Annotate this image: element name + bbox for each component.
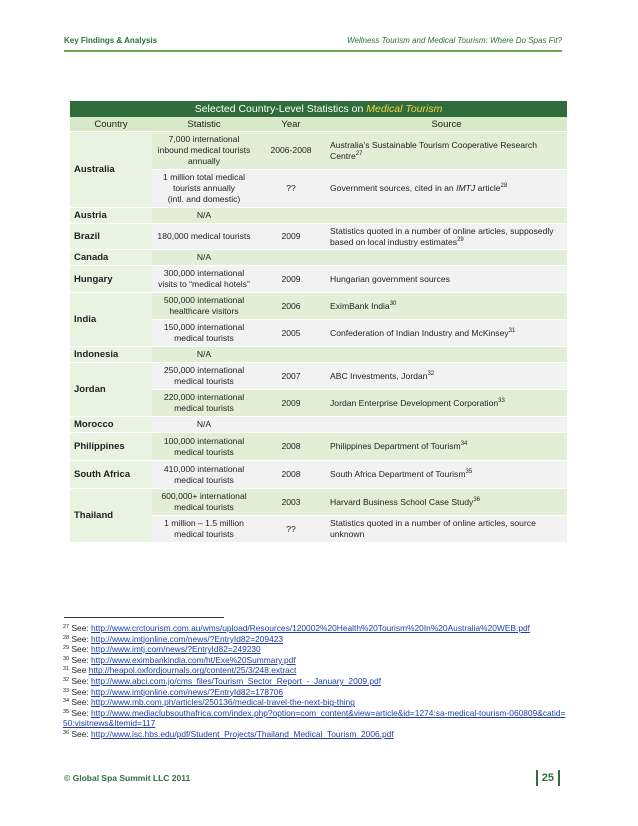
page-number-box <box>532 770 564 786</box>
table-title-emphasis: Medical Tourism <box>366 102 443 115</box>
year-cell: 2009 <box>256 390 326 417</box>
table-row <box>70 266 567 293</box>
header-divider <box>64 50 562 52</box>
footnote-ref[interactable]: 32 <box>427 370 435 377</box>
country-statistics-table <box>70 101 567 543</box>
footnote-link[interactable]: http://www.isc.hbs.edu/pdf/Student_Projects/Thailand_Medical_Tourism_2006.pdf <box>91 728 394 739</box>
source-cell: Jordan Enterprise Development Corporation$^{33}$ <box>326 390 567 417</box>
statistic-cell: 100,000 international medical tourists <box>152 433 256 461</box>
footnote-ref[interactable]: 29 <box>457 236 464 243</box>
footnote-link[interactable]: http://www.eximbankindia.com/ht/Exe%20Summary.pdf <box>91 654 296 665</box>
table-row <box>70 132 567 170</box>
footnote-ref[interactable]: 31 <box>508 327 516 334</box>
table-row <box>70 363 567 390</box>
page-header <box>64 36 562 50</box>
footnote-link[interactable]: http://www.imtj.com/news/?EntryId82=249230 <box>91 644 261 655</box>
statistic-cell: 600,000+ international medical tourists <box>152 489 256 516</box>
footnote-link[interactable]: http://www.crctourism.com.au/wms/upload/Resources/120002%20Health%20Tourism%20In%20Australia%20WEB.pdf <box>91 623 530 633</box>
statistic-cell: N/A <box>152 250 256 266</box>
copyright: © Global Spa Summit LLC 2011 <box>64 773 191 783</box>
table-row <box>70 417 567 433</box>
page-footer <box>64 770 564 786</box>
statistic-cell: N/A <box>152 347 256 363</box>
table-title-row <box>70 101 567 117</box>
year-cell: ?? <box>256 516 326 543</box>
source-cell: Australia’s Sustainable Tourism Cooperative Research Centre$^{27}$ <box>326 132 567 170</box>
country-cell: Hungary <box>70 266 152 293</box>
footnote-link[interactable]: http://www.mediaclubsouthafrica.com/index.php?option=com_content&view=article&id=1274:sa-medical-tourism-060809&catid=50:visitnews&Itemid=117 <box>63 707 566 729</box>
year-cell: 2006 <box>256 293 326 320</box>
year-cell: 2009 <box>256 266 326 293</box>
col-header-statistic: Statistic <box>152 117 256 132</box>
statistic-cell: N/A <box>152 208 256 224</box>
footnote: $^{33}$ See: http://www.imtjonline.com/news/?EntryId82=178706 <box>63 686 284 697</box>
footnotes <box>63 623 568 740</box>
year-cell: 2008 <box>256 433 326 461</box>
table-row <box>70 293 567 320</box>
source-cell: Statistics quoted in a number of online articles, supposedly based on local industry estimates$^{29}$ <box>326 224 567 250</box>
country-cell: Austria <box>70 208 152 224</box>
source-cell: Confederation of Indian Industry and McKinsey$^{31}$ <box>326 320 567 347</box>
footnote-link[interactable]: http://www.abci.com.jo/cms_files/Tourism_Sector_Report_-_January_2009.pdf <box>91 675 382 686</box>
year-cell: 2005 <box>256 320 326 347</box>
statistic-cell: 150,000 international medical tourists <box>152 320 256 347</box>
footnote-ref[interactable]: 27 <box>355 150 363 157</box>
footnote-ref[interactable]: 28 <box>500 183 508 189</box>
source-cell: ABC Investments, Jordan$^{32}$ <box>326 363 567 390</box>
country-cell: South Africa <box>70 461 152 489</box>
header-section-title: Key Findings & Analysis <box>64 36 158 45</box>
statistic-cell: 220,000 international medical tourists <box>152 390 256 417</box>
footnote: $^{32}$ See: http://www.abci.com.jo/cms_files/Tourism_Sector_Report_-_January_2009.pdf <box>63 675 382 686</box>
year-cell: 2008 <box>256 461 326 489</box>
footnote: $^{29}$ See: http://www.imtj.com/news/?EntryId82=249230 <box>63 644 261 655</box>
footnote-ref[interactable]: 35 <box>465 469 473 475</box>
footnote-link[interactable]: http://heapol.oxfordjournals.org/content/25/3/248.extract <box>88 665 297 676</box>
table-row <box>70 433 567 461</box>
header-report-title: Wellness Tourism and Medical Tourism: Where Do Spas Fit? <box>347 36 562 45</box>
footnote-ref[interactable]: 30 <box>389 300 397 307</box>
footnote: $^{28}$ See: http://www.imtjonline.com/news/?EntryId82=209423 <box>63 633 284 644</box>
statistic-cell: N/A <box>152 417 256 433</box>
statistic-cell: 1 million total medical tourists annually (intl. and domestic) <box>152 170 256 208</box>
country-cell: Philippines <box>70 433 152 461</box>
country-cell: Brazil <box>70 224 152 250</box>
footnote-link[interactable]: http://www.imtjonline.com/news/?EntryId82=178706 <box>91 686 284 697</box>
statistic-cell: 500,000 international healthcare visitors <box>152 293 256 320</box>
source-cell: Hungarian government sources <box>326 266 567 293</box>
country-cell: Canada <box>70 250 152 266</box>
col-header-country: Country <box>70 117 152 132</box>
country-cell: India <box>70 293 152 347</box>
table-title: Selected Country-Level Statistics on Medical Tourism <box>70 101 567 117</box>
page-number: 25 <box>541 771 554 784</box>
col-header-year: Year <box>256 117 326 132</box>
statistic-cell: 180,000 medical tourists <box>152 224 256 250</box>
statistic-cell: 1 million – 1.5 million medical tourists <box>152 516 256 543</box>
country-cell: Indonesia <box>70 347 152 363</box>
source-cell: Philippines Department of Tourism$^{34}$ <box>326 433 567 461</box>
statistic-cell: 410,000 international medical tourists <box>152 461 256 489</box>
table-row <box>70 461 567 489</box>
statistic-cell: 250,000 international medical tourists <box>152 363 256 390</box>
footnote-link[interactable]: http://www.mb.com.ph/articles/250136/medical-travel-the-next-big-thing <box>91 697 355 708</box>
source-cell: EximBank India$^{30}$ <box>326 293 567 320</box>
country-cell: Australia <box>70 132 152 208</box>
table-header-row <box>70 117 567 132</box>
table-row <box>70 208 567 224</box>
year-cell: ?? <box>256 170 326 208</box>
statistic-cell: 300,000 international visits to “medical hotels” <box>152 266 256 293</box>
table-row <box>70 224 567 250</box>
footnote: $^{27}$ See: http://www.crctourism.com.au/wms/upload/Resources/120002%20Health%20Tourism%20In%20Australia%20WEB.pdf <box>63 623 530 633</box>
source-cell: Harvard Business School Case Study$^{36}$ <box>326 489 567 516</box>
table-row <box>70 250 567 266</box>
year-cell: 2009 <box>256 224 326 250</box>
table-row <box>70 347 567 363</box>
footnote: $^{31}$ See http://heapol.oxfordjournals.org/content/25/3/248.extract <box>63 665 297 676</box>
footnote: $^{35}$ See: http://www.mediaclubsouthafrica.com/index.php?option=com_content&view=article&id=1274:sa-medical-tourism-060809&catid=50:visitnews&Itemid=117 <box>63 707 566 729</box>
footnote-ref[interactable]: 33 <box>498 397 505 404</box>
col-header-source: Source <box>326 117 567 132</box>
footnote-link[interactable]: http://www.imtjonline.com/news/?EntryId82=209423 <box>91 633 284 644</box>
table-row <box>70 489 567 516</box>
year-cell: 2006-2008 <box>256 132 326 170</box>
country-cell: Thailand <box>70 489 152 543</box>
footnote: $^{34}$ See: http://www.mb.com.ph/articles/250136/medical-travel-the-next-big-thing <box>63 697 355 708</box>
footnote: $^{30}$ See: http://www.eximbankindia.com/ht/Exe%20Summary.pdf <box>63 654 296 665</box>
footnote-ref[interactable]: 36 <box>473 496 480 503</box>
footnote: $^{36}$ See: http://www.isc.hbs.edu/pdf/Student_Projects/Thailand_Medical_Tourism_2006.pdf <box>63 728 394 739</box>
source-cell: Government sources, cited in an IMTJ article$^{28}$ <box>326 170 567 208</box>
footnote-ref[interactable]: 34 <box>460 441 468 447</box>
statistic-cell: 7,000 international inbound medical tourists annually <box>152 132 256 170</box>
year-cell: 2007 <box>256 363 326 390</box>
footnote-divider <box>64 617 224 618</box>
source-cell: Statistics quoted in a number of online articles, source unknown <box>326 516 567 543</box>
country-cell: Morocco <box>70 417 152 433</box>
year-cell: 2003 <box>256 489 326 516</box>
country-cell: Jordan <box>70 363 152 417</box>
source-cell: South Africa Department of Tourism$^{35}$ <box>326 461 567 489</box>
